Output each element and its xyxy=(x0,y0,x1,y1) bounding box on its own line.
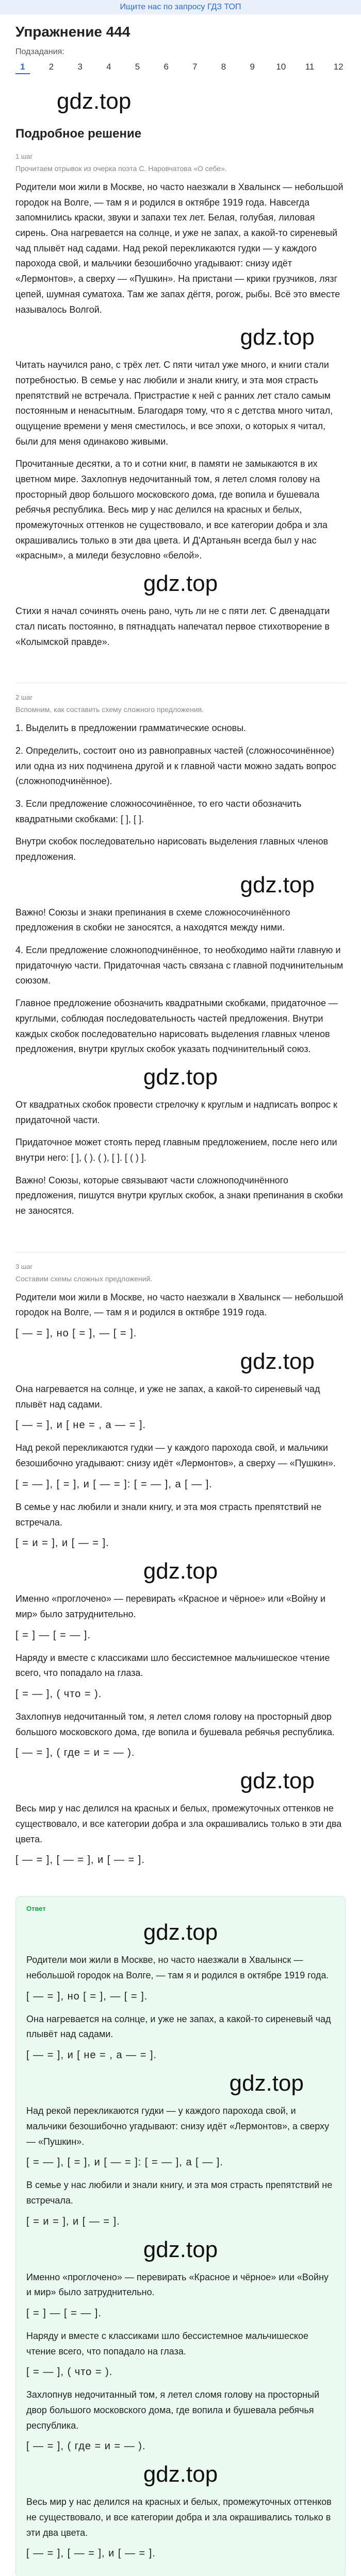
watermark: gdz.top xyxy=(240,1349,315,1375)
answer-schema: [ = — ], ( что = ). xyxy=(26,2366,113,2378)
answer-sentence: Над рекой перекликаются гудки — у каждого парохода свой, и мальчики безошибочно угадывают: снизу идёт «Лермонтов», а сверху — «Пушкин». xyxy=(26,2106,330,2147)
step-note: Прочитаем отрывок из очерка поэта С. Наровчатова «О себе». xyxy=(15,164,227,173)
sentence-schema: [ = ] — [ = — ]. xyxy=(15,1629,91,1641)
top-banner[interactable]: Ищите нас по запросу ГДЗ ТОП xyxy=(0,0,361,14)
answer-label: Ответ xyxy=(26,1905,46,1913)
tab-12[interactable]: 12 xyxy=(333,62,343,72)
watermark: gdz.top xyxy=(57,89,132,114)
watermark: gdz.top xyxy=(143,1920,218,1945)
rule-item: 1. Выделить в предложении грамматические основы. xyxy=(15,723,247,734)
answer-sentence: Родители мои жили в Москве, но часто наезжали в Хвалынск — небольшой городок на Волге, — там я и родился в октябре 1919 года. xyxy=(26,1955,329,1981)
rule-item: Главное предложение обозначить квадратными скобками, придаточное — круглыми, соблюдая последовательность частей предложения. Внутри каждых скобок последовательно нарисовать выделения главных членов предложения, внутри круглых скобок указать подчинительный союз. xyxy=(15,998,338,1055)
text-paragraph: Читать научился рано, с трёх лет. С пяти читал уже много, и книги стали потребностью. В семье у нас любили и знали книгу, и эта моя страсть препятствий не встречала. Пристрастие к ней с ранних лет стало самым постоянным и ненасытным. Благодаря тому, что я с детства много читал, ощущение времени у меня сместилось, и все эпохи, о которых я читал, были для меня одинаково живыми. xyxy=(15,360,333,447)
step-1 xyxy=(0,152,361,672)
tab-8[interactable]: 8 xyxy=(221,62,226,72)
answer-sentence: В семье у нас любили и знали книгу, и эта моя страсть препятствий не встречала. xyxy=(26,2180,333,2206)
watermark: gdz.top xyxy=(240,1768,315,1794)
rule-item: Важно! Союзы и знаки препинания в схеме сложносочинённого предложения в скобки не заносятся, а находятся между ними. xyxy=(15,907,290,933)
sentence: Захлопнув недочитанный том, я летел сломя голову на просторный двор большого московского дома, где вопила и бушевала ребячья республика. xyxy=(15,1711,335,1737)
subtask-tabs xyxy=(0,59,361,81)
watermark: gdz.top xyxy=(143,571,218,597)
sentence: Над рекой перекликаются гудки — у каждого парохода свой, и мальчики безошибочно угадывают: снизу идёт «Лермонтов», а сверху — «Пушкин». xyxy=(15,1443,336,1469)
step-label: 3 шаг xyxy=(15,1262,33,1270)
watermark: gdz.top xyxy=(143,1064,218,1090)
sentence-schema: [ — = ], [ — = ], и [ — = ]. xyxy=(15,1854,145,1866)
sentence: В семье у нас любили и знали книгу, и эта моя страсть препятствий не встречала. xyxy=(15,1501,322,1528)
tab-3[interactable]: 3 xyxy=(77,62,83,72)
answer-schema: [ = и = ], и [ — = ]. xyxy=(26,2215,120,2227)
tab-2[interactable]: 2 xyxy=(48,62,54,72)
step-label: 1 шаг xyxy=(15,152,33,160)
rule-item: От квадратных скобок провести стрелочку к круглым и надписать вопрос к придаточной части. xyxy=(15,1099,338,1125)
step-2 xyxy=(0,693,361,1242)
sentence-schema: [ — = ], но [ = ], — [ = ]. xyxy=(15,1328,137,1340)
sentence: Она нагревается на солнце, и уже не запах, а какой-то сиреневый чад плывёт над садами. xyxy=(15,1384,320,1410)
sentence-schema: [ — = ], ( где = и = — ). xyxy=(15,1747,135,1759)
step-note: Составим схемы сложных предложений. xyxy=(15,1274,153,1283)
text-paragraph: Прочитанные десятки, а то и сотни книг, в памяти не замыкаются в их цветном мире. Захлопнув недочитанный том, я летел сломя голову на просторный двор большого московского дома, где вопила и бушевала ребячья республика. Весь мир у нас делился на красных и белых, промежуточных оттенков не существовало, и все категории добра и зла окрашивались только в эти два цвета. И Д'Артаньян всегда был у нас «красным», а миледи безусловно «белой». xyxy=(15,459,328,561)
tab-7[interactable]: 7 xyxy=(192,62,198,72)
watermark: gdz.top xyxy=(143,1558,218,1584)
watermark: gdz.top xyxy=(143,2462,218,2487)
text-paragraph: Стихи я начал сочинять очень рано, чуть ли не с пяти лет. С двенадцати стал писать постоянно, в пятнадцать напечатал первое стихотворение в «Колымской правде». xyxy=(15,606,330,647)
tab-5[interactable]: 5 xyxy=(135,62,140,72)
sentence-schema: [ — = ], и [ не = , а — = ]. xyxy=(15,1419,146,1431)
step-label: 2 шаг xyxy=(15,693,33,702)
rule-item: 2. Определить, состоит оно из равноправных частей (сложносочинённое) или одна из них подчинена другой и к главной части можно задать вопрос (сложноподчинённое). xyxy=(15,745,336,787)
answer-sentence: Захлопнув недочитанный том, я летел сломя голову на просторный двор большого московского дома, где вопила и бушевала ребячья республика. xyxy=(26,2389,320,2431)
watermark: gdz.top xyxy=(240,872,315,897)
rule-item: Важно! Союзы, которые связывают части сложноподчинённого предложения, пишутся внутри круглых скобок, а знаки препинания в скобки не заносятся. xyxy=(15,1175,343,1216)
answer-schema: [ = — ], [ = ], и [ — = ]: [ = — ], а [ — ]. xyxy=(26,2157,223,2168)
answer-schema: [ — = ], и [ не = , а — = ]. xyxy=(26,2049,157,2061)
answer-sentence: Она нагревается на солнце, и уже не запах, а какой-то сиреневый чад плывёт над садами. xyxy=(26,2013,331,2040)
tab-1[interactable]: 1 xyxy=(15,62,30,74)
answer-schema: [ — = ], ( где = и = — ). xyxy=(26,2441,146,2452)
watermark: gdz.top xyxy=(240,325,315,350)
sentence-schema: [ = — ], ( что = ). xyxy=(15,1688,102,1700)
rule-item: 3. Если предложение сложносочинённое, то его части обозначить квадратными скобками: [ ], [ ]. xyxy=(15,798,302,824)
tab-10[interactable]: 10 xyxy=(276,62,286,72)
rule-item: 4. Если предложение сложноподчинённое, то необходимо найти главную и придаточную части. Придаточная часть связана с главной подчинительным союзом. xyxy=(15,945,343,986)
answer-schema: [ — = ], но [ = ], — [ = ]. xyxy=(26,1990,148,2002)
subsections-label: Подзадания: xyxy=(15,47,64,56)
sentence: Весь мир у нас делился на красных и белых, промежуточных оттенков не существовало, и все категории добра и зла окрашивались только в эти два цвета. xyxy=(15,1803,342,1844)
rule-item: Придаточное может стоять перед главным предложением, после него или внутри него: [ ], ( ). ( ), [ ]. [ ( ) ]. xyxy=(15,1137,337,1163)
watermark: gdz.top xyxy=(229,2071,304,2096)
tab-11[interactable]: 11 xyxy=(305,62,315,72)
sentence-schema: [ = и = ], и [ — = ]. xyxy=(15,1537,109,1549)
sentence-schema: [ = — ], [ = ], и [ — = ]: [ = — ], а [ — ]. xyxy=(15,1478,212,1490)
watermark: gdz.top xyxy=(143,2236,218,2262)
step-3 xyxy=(0,1263,361,1891)
rule-item: Внутри скобок последовательно нарисовать выделения главных членов предложения. xyxy=(15,836,329,862)
sentence: Именно «проглочено» — перевирать «Красное и чёрное» или «Войну и мир» было затруднительно. xyxy=(15,1594,326,1619)
page-title: Упражнение 444 xyxy=(15,24,130,40)
answer-box xyxy=(15,1896,346,2576)
answer-schema: [ = ] — [ = — ]. xyxy=(26,2307,102,2319)
tab-6[interactable]: 6 xyxy=(163,62,169,72)
tab-9[interactable]: 9 xyxy=(250,62,255,72)
answer-schema: [ — = ], [ — = ], и [ — = ]. xyxy=(26,2548,156,2560)
text-paragraph: Родители мои жили в Москве, но часто наезжали в Хвалынск — небольшой городок на Волге, — там я и родился в октябре 1919 года. Навсегда запомнились краски, звуки и запахи тех лет. Белая, голубая, лиловая сирень. Она нагревается на солнце, и уже не запах, а какой-то сиреневый чад плывёт над садами. Над рекой перекликаются гудки — у каждого парохода свой, и мальчики безошибочно угадывают: снизу идёт «Лермонтов», а сверху — «Пушкин». На пристани — крики грузчиков, лязг цепей, шумная суматоха. Там же запах дёгтя, рогож, рыбы. Всё это вместе называлось Волгой. xyxy=(15,182,343,315)
answer-sentence: Именно «проглочено» — перевирать «Красное и чёрное» или «Войну и мир» было затруднительно. xyxy=(26,2272,329,2298)
detailed-solution-title: Подробное решение xyxy=(15,127,142,141)
sentence: Родители мои жили в Москве, но часто наезжали в Хвалынск — небольшой городок на Волге, — там я и родился в октябре 1919 года. xyxy=(15,1292,343,1318)
answer-sentence: Наряду и вместе с классиками шло бессистемное мальчишеское чтение всего, что попадало на глаза. xyxy=(26,2330,309,2357)
tab-4[interactable]: 4 xyxy=(106,62,111,72)
step-note: Вспомним, как составить схему сложного предложения. xyxy=(15,705,204,714)
sentence: Наряду и вместе с классиками шло бессистемное мальчишеское чтение всего, что попадало на глаза. xyxy=(15,1652,330,1679)
answer-sentence: Весь мир у нас делился на красных и белых, промежуточных оттенков не существовало, и все категории добра и зла окрашивались только в эти два цвета. xyxy=(26,2497,332,2538)
